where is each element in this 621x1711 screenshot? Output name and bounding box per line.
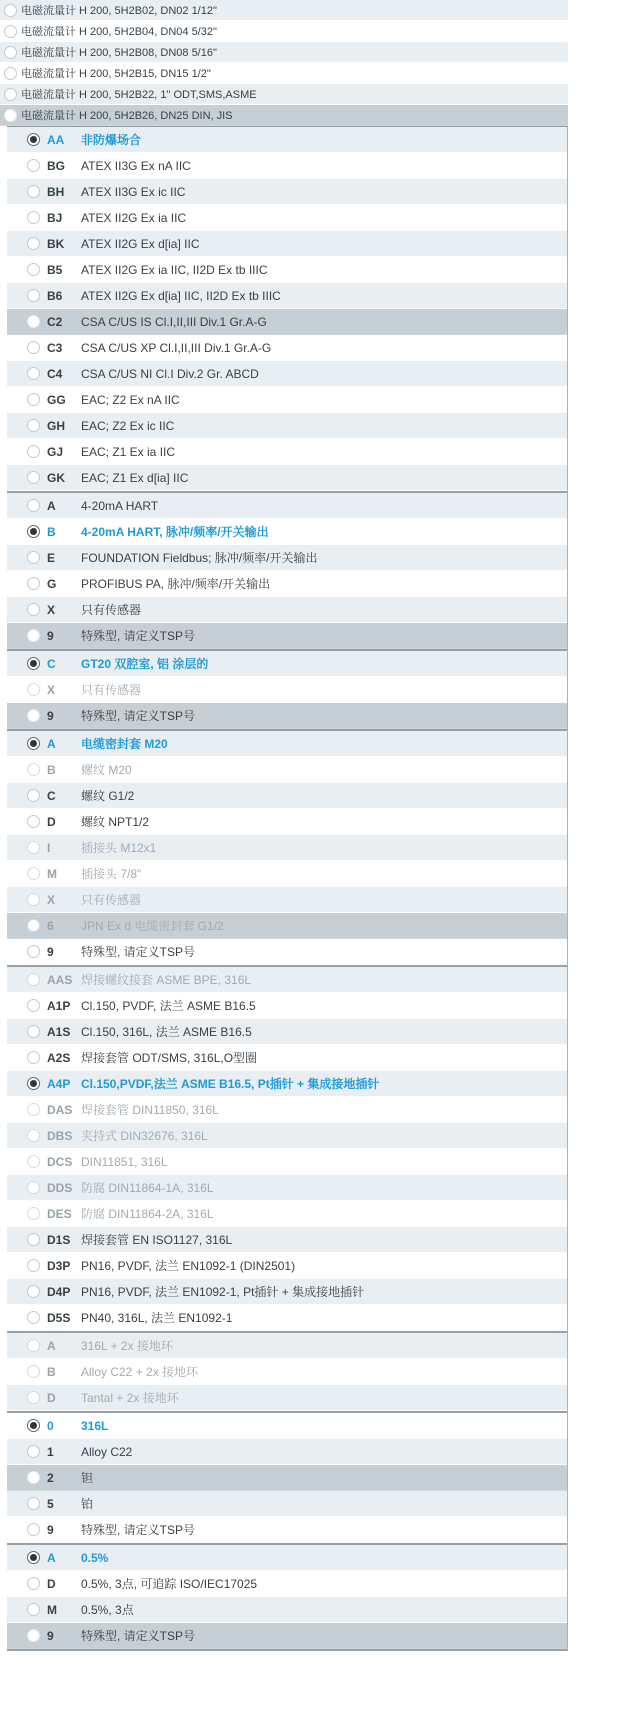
config-option-label: 4-20mA HART, 脉冲/频率/开关输出 <box>81 525 269 539</box>
config-option-label: Cl.150, PVDF, 法兰 ASME B16.5 <box>81 999 256 1013</box>
radio-button-icon[interactable] <box>27 525 40 538</box>
config-option-code: DES <box>47 1206 72 1221</box>
config-option-approvals-GG[interactable] <box>7 387 567 413</box>
radio-button-icon[interactable] <box>27 263 40 276</box>
radio-button-icon[interactable] <box>27 815 40 828</box>
config-option-label: GT20 双腔室, 铝 涂层的 <box>81 657 209 671</box>
config-option-label: 只有传感器 <box>81 683 142 697</box>
config-option-code: 0 <box>47 1418 54 1433</box>
config-option-label: 只有传感器 <box>81 893 142 907</box>
config-option-label: Cl.150, 316L, 法兰 ASME B16.5 <box>81 1025 252 1039</box>
radio-button-icon[interactable] <box>27 315 40 328</box>
config-option-label: 防腐 DIN11864-2A, 316L <box>81 1207 214 1221</box>
config-option-label: 316L <box>81 1418 109 1433</box>
product-option-label: 电磁流量计 H 200, 5H2B02, DN02 1/12" <box>21 5 217 17</box>
config-option-grounding-D[interactable] <box>7 1385 567 1411</box>
config-option-label: EAC; Z1 Ex d[ia] IIC <box>81 470 189 485</box>
radio-button-icon[interactable] <box>27 393 40 406</box>
option-group-process-connection <box>7 965 567 1331</box>
radio-button-icon[interactable] <box>27 1497 40 1510</box>
radio-button-icon[interactable] <box>27 1577 40 1590</box>
radio-button-icon[interactable] <box>27 1103 40 1116</box>
config-option-cable-entry-B[interactable] <box>7 757 567 783</box>
config-option-code: DDS <box>47 1180 73 1195</box>
config-option-label: PN40, 316L, 法兰 EN1092-1 <box>81 1311 233 1325</box>
radio-button-icon[interactable] <box>27 1339 40 1352</box>
radio-button-icon[interactable] <box>27 1365 40 1378</box>
config-option-label: Tantal + 2x 接地环 <box>81 1391 179 1405</box>
config-option-cable-entry-9[interactable] <box>7 939 567 965</box>
config-option-label: 钽 <box>81 1471 94 1485</box>
config-option-code: A4P <box>47 1076 71 1091</box>
radio-button-icon[interactable] <box>27 185 40 198</box>
radio-button-icon[interactable] <box>27 1259 40 1272</box>
config-option-label: PN16, PVDF, 法兰 EN1092-1 (DIN2501) <box>81 1259 296 1273</box>
config-option-code: GG <box>47 392 66 407</box>
config-option-label: 插接头 7/8" <box>81 867 142 881</box>
config-option-label: EAC; Z2 Ex nA IIC <box>81 392 180 407</box>
radio-button-icon[interactable] <box>27 159 40 172</box>
radio-button-icon[interactable] <box>27 1233 40 1246</box>
config-option-code: A1S <box>47 1024 71 1039</box>
config-option-code: A <box>47 498 56 513</box>
config-option-code: GK <box>47 470 65 485</box>
radio-button-icon[interactable] <box>27 1207 40 1220</box>
config-option-label: 4-20mA HART <box>81 498 159 513</box>
config-option-code: 9 <box>47 1628 54 1643</box>
option-group-housing <box>7 649 567 729</box>
config-option-approvals-GK[interactable] <box>7 465 567 491</box>
config-option-label: EAC; Z2 Ex ic IIC <box>81 418 175 433</box>
radio-button-icon[interactable] <box>4 88 17 101</box>
config-option-label: EAC; Z1 Ex ia IIC <box>81 444 176 459</box>
product-option-label: 电磁流量计 H 200, 5H2B15, DN15 1/2" <box>21 68 211 80</box>
config-option-output-E[interactable] <box>7 545 567 571</box>
radio-button-icon[interactable] <box>27 1419 40 1432</box>
radio-button-icon[interactable] <box>27 945 40 958</box>
config-option-code: AAS <box>47 972 73 987</box>
radio-button-icon[interactable] <box>4 4 17 17</box>
radio-button-icon[interactable] <box>27 341 40 354</box>
radio-button-icon[interactable] <box>27 919 40 932</box>
config-option-label: 只有传感器 <box>81 603 142 617</box>
config-option-label: 焊接套管 DIN11850, 316L <box>81 1103 219 1117</box>
config-option-label: CSA C/US IS Cl.I,II,III Div.1 Gr.A-G <box>81 314 267 329</box>
radio-button-icon[interactable] <box>27 1629 40 1642</box>
radio-button-icon[interactable] <box>27 367 40 380</box>
config-option-label: Alloy C22 <box>81 1444 133 1459</box>
product-option-label: 电磁流量计 H 200, 5H2B08, DN08 5/16" <box>21 47 217 59</box>
config-option-process-connection-AAS[interactable] <box>7 967 567 993</box>
radio-button-icon[interactable] <box>27 1181 40 1194</box>
radio-button-icon[interactable] <box>27 1025 40 1038</box>
config-option-code: A2S <box>47 1050 71 1065</box>
option-group-grounding <box>7 1331 567 1411</box>
radio-button-icon[interactable] <box>27 657 40 670</box>
config-option-label: Cl.150,PVDF,法兰 ASME B16.5, Pt插针 + 集成接地插针 <box>81 1077 380 1091</box>
config-option-process-connection-D5S[interactable] <box>7 1305 567 1331</box>
config-option-label: 特殊型, 请定义TSP号 <box>81 629 196 643</box>
config-option-grounding-B[interactable] <box>7 1359 567 1385</box>
config-option-label: 特殊型, 请定义TSP号 <box>81 945 196 959</box>
config-option-approvals-BJ[interactable] <box>7 205 567 231</box>
config-option-label: 0.5%, 3点, 可追踪 ISO/IEC17025 <box>81 1577 258 1591</box>
config-option-code: I <box>47 840 51 855</box>
config-option-code: D5S <box>47 1310 71 1325</box>
radio-button-icon[interactable] <box>27 1129 40 1142</box>
config-option-code: BH <box>47 184 65 199</box>
config-option-label: 焊接套管 ODT/SMS, 316L,O型圈 <box>81 1051 258 1065</box>
config-option-code: 5 <box>47 1496 54 1511</box>
config-option-code: A <box>47 736 56 751</box>
config-option-output-B[interactable] <box>7 519 567 545</box>
config-option-label: ATEX II2G Ex ia IIC, II2D Ex tb IIIC <box>81 262 268 277</box>
config-option-code: C <box>47 656 56 671</box>
config-option-label: CSA C/US XP Cl.I,II,III Div.1 Gr.A-G <box>81 340 272 355</box>
config-option-electrode-material-9[interactable] <box>7 1517 567 1543</box>
config-option-code: C4 <box>47 366 63 381</box>
config-option-label: DIN11851, 316L <box>81 1154 168 1169</box>
radio-button-icon[interactable] <box>27 1391 40 1404</box>
radio-button-icon[interactable] <box>27 1155 40 1168</box>
config-option-grounding-A[interactable] <box>7 1333 567 1359</box>
radio-button-icon[interactable] <box>27 1551 40 1564</box>
radio-button-icon[interactable] <box>27 789 40 802</box>
radio-button-icon[interactable] <box>27 999 40 1012</box>
radio-button-icon[interactable] <box>27 1077 40 1090</box>
option-group-output <box>7 491 567 649</box>
config-option-code: A <box>47 1550 56 1565</box>
config-option-approvals-B5[interactable] <box>7 257 567 283</box>
config-option-code: 9 <box>47 628 54 643</box>
config-option-code: D <box>47 1576 56 1591</box>
config-option-label: 防腐 DIN11864-1A, 316L <box>81 1181 214 1195</box>
config-option-code: X <box>47 602 56 617</box>
config-option-label: 铂 <box>81 1497 94 1511</box>
option-group-calibration <box>7 1543 567 1649</box>
config-option-code: C3 <box>47 340 63 355</box>
radio-button-icon[interactable] <box>4 25 17 38</box>
config-option-approvals-C2[interactable] <box>7 309 567 335</box>
config-option-code: DCS <box>47 1154 73 1169</box>
radio-button-icon[interactable] <box>27 629 40 642</box>
config-option-calibration-9[interactable] <box>7 1623 567 1649</box>
config-option-approvals-GJ[interactable] <box>7 439 567 465</box>
radio-button-icon[interactable] <box>27 289 40 302</box>
config-option-approvals-GH[interactable] <box>7 413 567 439</box>
product-option-label: 电磁流量计 H 200, 5H2B04, DN04 5/32" <box>21 26 217 38</box>
config-option-label: 特殊型, 请定义TSP号 <box>81 1523 196 1537</box>
config-option-code: E <box>47 550 56 565</box>
config-option-cable-entry-C[interactable] <box>7 783 567 809</box>
radio-button-icon[interactable] <box>4 67 17 80</box>
config-option-code: B5 <box>47 262 63 277</box>
radio-button-icon[interactable] <box>27 577 40 590</box>
config-option-code: 6 <box>47 918 54 933</box>
option-group-cable-entry <box>7 729 567 965</box>
config-option-label: 特殊型, 请定义TSP号 <box>81 709 196 723</box>
config-option-label: 插接头 M12x1 <box>81 841 157 855</box>
config-option-label: 电缆密封套 M20 <box>81 737 168 751</box>
config-option-process-connection-A1S[interactable] <box>7 1019 567 1045</box>
config-option-code: D <box>47 1390 56 1405</box>
config-option-approvals-BK[interactable] <box>7 231 567 257</box>
config-option-electrode-material-0[interactable] <box>7 1413 567 1439</box>
config-option-code: BG <box>47 158 65 173</box>
product-option-6[interactable] <box>0 105 568 126</box>
config-option-label: 焊接螺纹接套 ASME BPE, 316L <box>81 973 252 987</box>
config-option-process-connection-D3P[interactable] <box>7 1253 567 1279</box>
radio-button-icon[interactable] <box>27 683 40 696</box>
config-option-code: A1P <box>47 998 71 1013</box>
config-option-code: X <box>47 682 56 697</box>
config-option-label: 特殊型, 请定义TSP号 <box>81 1629 196 1643</box>
config-option-label: Alloy C22 + 2x 接地环 <box>81 1365 199 1379</box>
config-option-code: 9 <box>47 708 54 723</box>
config-option-code: G <box>47 576 57 591</box>
config-option-process-connection-DCS[interactable] <box>7 1149 567 1175</box>
product-option-3[interactable] <box>0 42 568 63</box>
config-option-code: C2 <box>47 314 63 329</box>
config-option-calibration-M[interactable] <box>7 1597 567 1623</box>
config-option-process-connection-D1S[interactable] <box>7 1227 567 1253</box>
radio-button-icon[interactable] <box>27 419 40 432</box>
config-option-approvals-BH[interactable] <box>7 179 567 205</box>
config-option-label: 焊接套管 EN ISO1127, 316L <box>81 1233 233 1247</box>
config-option-label: ATEX II2G Ex d[ia] IIC, II2D Ex tb IIIC <box>81 288 281 303</box>
config-option-code: 9 <box>47 944 54 959</box>
radio-button-icon[interactable] <box>27 237 40 250</box>
config-option-output-X[interactable] <box>7 597 567 623</box>
config-option-label: JPN Ex d 电缆密封套 G1/2 <box>81 919 224 933</box>
config-option-cable-entry-M[interactable] <box>7 861 567 887</box>
radio-button-icon[interactable] <box>27 1311 40 1324</box>
config-option-output-G[interactable] <box>7 571 567 597</box>
config-option-process-connection-A2S[interactable] <box>7 1045 567 1071</box>
radio-button-icon[interactable] <box>27 737 40 750</box>
radio-button-icon[interactable] <box>4 46 17 59</box>
product-option-2[interactable] <box>0 21 568 42</box>
config-option-cable-entry-6[interactable] <box>7 913 567 939</box>
config-option-output-A[interactable] <box>7 493 567 519</box>
config-option-code: B <box>47 524 56 539</box>
config-option-approvals-C4[interactable] <box>7 361 567 387</box>
config-option-code: 2 <box>47 1470 54 1485</box>
config-option-label: 316L + 2x 接地环 <box>81 1339 173 1353</box>
config-option-approvals-B6[interactable] <box>7 283 567 309</box>
config-option-code: DAS <box>47 1102 73 1117</box>
radio-button-icon[interactable] <box>27 211 40 224</box>
config-option-approvals-AA[interactable] <box>7 127 567 153</box>
config-option-process-connection-D4P[interactable] <box>7 1279 567 1305</box>
config-option-process-connection-DBS[interactable] <box>7 1123 567 1149</box>
config-option-label: 0.5%, 3点 <box>81 1603 134 1617</box>
config-option-label: ATEX II3G Ex nA IIC <box>81 158 191 173</box>
config-option-process-connection-A4P[interactable] <box>7 1071 567 1097</box>
config-option-code: C <box>47 788 56 803</box>
radio-button-icon[interactable] <box>27 445 40 458</box>
radio-button-icon[interactable] <box>27 1445 40 1458</box>
config-option-label: PN16, PVDF, 法兰 EN1092-1, Pt插针 + 集成接地插针 <box>81 1285 365 1299</box>
config-option-code: AA <box>47 132 65 147</box>
config-option-code: B <box>47 762 56 777</box>
config-option-label: 螺纹 NPT1/2 <box>81 815 150 829</box>
product-option-4[interactable] <box>0 63 568 84</box>
product-option-1[interactable] <box>0 0 568 21</box>
config-option-label: 夹持式 DIN32676, 316L <box>81 1129 208 1143</box>
config-option-approvals-C3[interactable] <box>7 335 567 361</box>
product-option-label: 电磁流量计 H 200, 5H2B22, 1" ODT,SMS,ASME <box>21 89 257 101</box>
config-option-calibration-D[interactable] <box>7 1571 567 1597</box>
config-option-code: B <box>47 1364 56 1379</box>
config-option-code: D4P <box>47 1284 71 1299</box>
product-option-label: 电磁流量计 H 200, 5H2B26, DN25 DIN, JIS <box>21 110 233 122</box>
radio-button-icon[interactable] <box>27 1603 40 1616</box>
config-option-electrode-material-5[interactable] <box>7 1491 567 1517</box>
radio-button-icon[interactable] <box>27 893 40 906</box>
config-option-housing-C[interactable] <box>7 651 567 677</box>
config-option-approvals-BG[interactable] <box>7 153 567 179</box>
radio-button-icon[interactable] <box>27 841 40 854</box>
config-option-cable-entry-A[interactable] <box>7 731 567 757</box>
product-option-5[interactable] <box>0 84 568 105</box>
config-option-code: X <box>47 892 56 907</box>
radio-button-icon[interactable] <box>27 551 40 564</box>
config-option-code: M <box>47 1602 57 1617</box>
radio-button-icon[interactable] <box>27 603 40 616</box>
config-option-label: ATEX II3G Ex ic IIC <box>81 184 186 199</box>
radio-button-icon[interactable] <box>27 1051 40 1064</box>
config-option-code: M <box>47 866 57 881</box>
option-list <box>7 126 568 1651</box>
config-option-electrode-material-2[interactable] <box>7 1465 567 1491</box>
option-group-electrode-material <box>7 1411 567 1543</box>
config-option-cable-entry-X[interactable] <box>7 887 567 913</box>
config-option-output-9[interactable] <box>7 623 567 649</box>
config-option-calibration-A[interactable] <box>7 1545 567 1571</box>
config-option-cable-entry-I[interactable] <box>7 835 567 861</box>
radio-button-icon[interactable] <box>27 867 40 880</box>
config-option-label: PROFIBUS PA, 脉冲/频率/开关输出 <box>81 577 271 591</box>
radio-button-icon[interactable] <box>27 1285 40 1298</box>
radio-button-icon[interactable] <box>27 1523 40 1536</box>
config-option-code: 9 <box>47 1522 54 1537</box>
radio-button-icon[interactable] <box>27 1471 40 1484</box>
product-list <box>0 0 568 126</box>
config-option-process-connection-DES[interactable] <box>7 1201 567 1227</box>
config-option-process-connection-DAS[interactable] <box>7 1097 567 1123</box>
config-option-code: DBS <box>47 1128 73 1143</box>
config-option-code: GJ <box>47 444 64 459</box>
config-option-code: BJ <box>47 210 63 225</box>
radio-button-icon[interactable] <box>27 471 40 484</box>
config-option-code: D <box>47 814 56 829</box>
config-option-label: 0.5% <box>81 1550 109 1565</box>
config-option-housing-9[interactable] <box>7 703 567 729</box>
config-option-code: D1S <box>47 1232 71 1247</box>
config-option-process-connection-DDS[interactable] <box>7 1175 567 1201</box>
config-option-code: B6 <box>47 288 63 303</box>
config-option-housing-X[interactable] <box>7 677 567 703</box>
config-option-label: ATEX II2G Ex d[ia] IIC <box>81 236 200 251</box>
config-option-cable-entry-D[interactable] <box>7 809 567 835</box>
radio-button-icon[interactable] <box>27 763 40 776</box>
config-option-label: 螺纹 G1/2 <box>81 789 135 803</box>
config-option-code: GH <box>47 418 65 433</box>
config-option-code: BK <box>47 236 65 251</box>
radio-button-icon[interactable] <box>27 709 40 722</box>
config-option-label: 螺纹 M20 <box>81 763 132 777</box>
radio-button-icon[interactable] <box>27 973 40 986</box>
radio-button-icon[interactable] <box>27 133 40 146</box>
config-option-code: 1 <box>47 1444 54 1459</box>
config-option-label: CSA C/US NI Cl.I Div.2 Gr. ABCD <box>81 366 259 381</box>
config-option-code: A <box>47 1338 56 1353</box>
config-option-electrode-material-1[interactable] <box>7 1439 567 1465</box>
radio-button-icon[interactable] <box>4 109 17 122</box>
config-option-label: ATEX II2G Ex ia IIC <box>81 210 187 225</box>
config-option-process-connection-A1P[interactable] <box>7 993 567 1019</box>
config-option-label: FOUNDATION Fieldbus; 脉冲/频率/开关输出 <box>81 551 318 565</box>
radio-button-icon[interactable] <box>27 499 40 512</box>
config-option-label: 非防爆场合 <box>81 133 142 147</box>
option-group-approvals <box>7 127 567 491</box>
config-option-code: D3P <box>47 1258 71 1273</box>
